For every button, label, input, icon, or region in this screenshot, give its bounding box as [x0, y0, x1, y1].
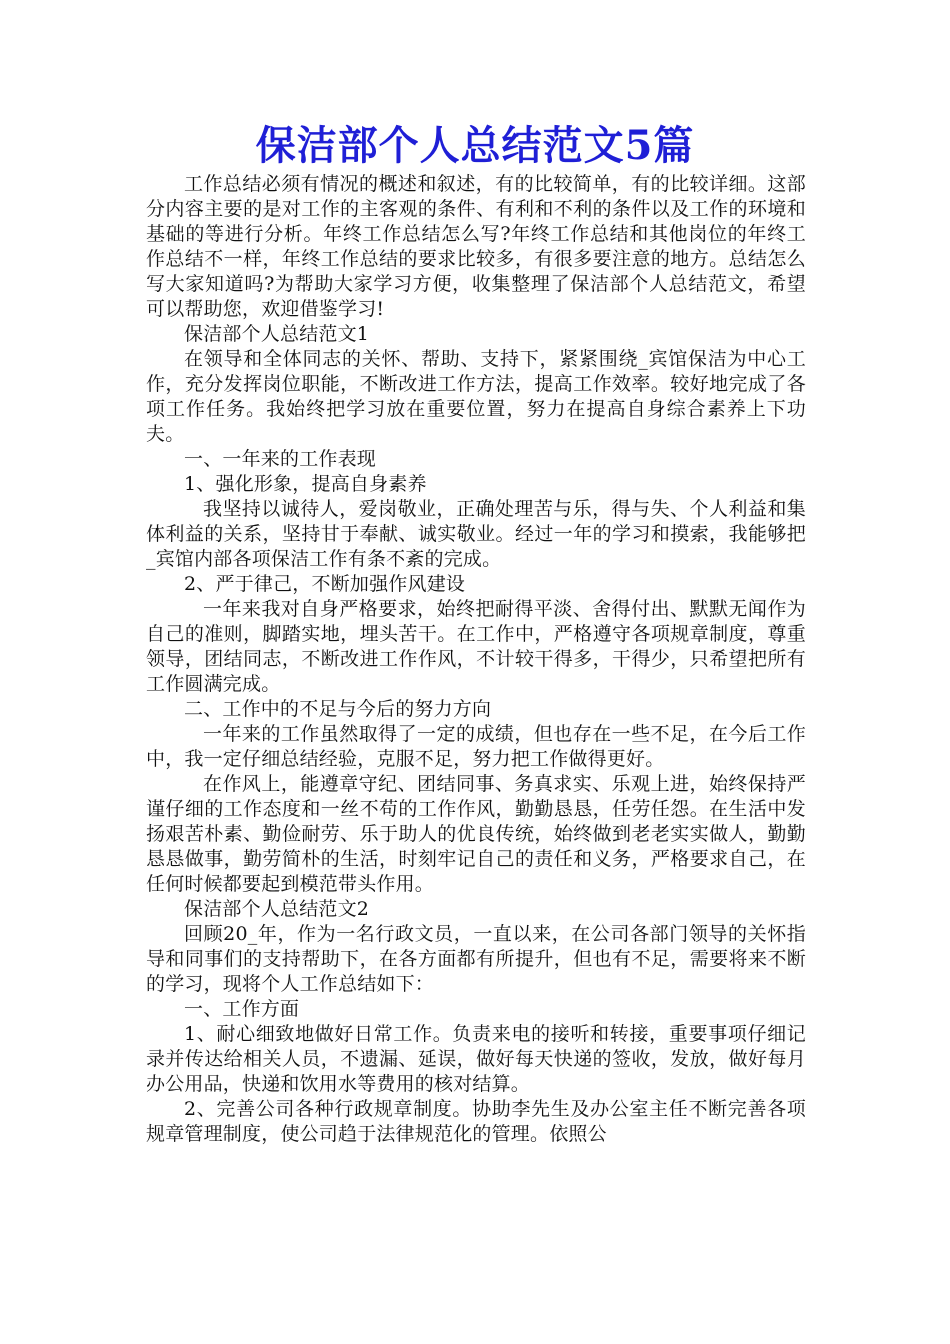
body-paragraph: 我坚持以诚待人，爱岗敬业，正确处理苦与乐，得与失、个人利益和集体利益的关系，坚持甘于奉献、诚实敬业。经过一年的学习和摸索，我能够把_宾馆内部各项保洁工作有条不紊的完成。 — [146, 498, 806, 570]
body-paragraph: 一年来的工作虽然取得了一定的成绩，但也存在一些不足，在今后工作中，我一定仔细总结经验，克服不足，努力把工作做得更好。 — [146, 723, 806, 770]
body-paragraph: 2、完善公司各种行政规章制度。协助李先生及办公室主任不断完善各项规章管理制度，使公司趋于法律规范化的管理。依照公 — [146, 1098, 806, 1145]
section-heading: 一、一年来的工作表现 — [184, 448, 377, 470]
body-paragraph: 1、耐心细致地做好日常工作。负责来电的接听和转接，重要事项仔细记录并传达给相关人员，不遗漏、延误，做好每天快递的签收，发放，做好每月办公用品，快递和饮用水等费用的核对结算。 — [146, 1023, 806, 1095]
document-body — [146, 172, 806, 1147]
section-heading: 保洁部个人总结范文2 — [184, 898, 370, 920]
subsection-heading: 2、严于律己，不断加强作风建设 — [184, 573, 466, 595]
body-paragraph: 在领导和全体同志的关怀、帮助、支持下，紧紧围绕_宾馆保洁为中心工作，充分发挥岗位职能，不断改进工作方法，提高工作效率。较好地完成了各项工作任务。我始终把学习放在重要位置，努力在提高自身综合素养上下功夫。 — [146, 348, 806, 445]
body-paragraph: 在作风上，能遵章守纪、团结同事、务真求实、乐观上进，始终保持严谨仔细的工作态度和一丝不苟的工作作风，勤勤恳恳，任劳任怨。在生活中发扬艰苦朴素、勤俭耐劳、乐于助人的优良传统，始终做到老老实实做人，勤勤恳恳做事，勤劳简朴的生活，时刻牢记自己的责任和义务，严格要求自己，在任何时候都要起到模范带头作用。 — [146, 773, 806, 895]
subsection-heading: 1、强化形象，提高自身素养 — [184, 473, 427, 495]
section-heading: 保洁部个人总结范文1 — [184, 323, 370, 345]
body-paragraph: 一年来我对自身严格要求，始终把耐得平淡、舍得付出、默默无闻作为自己的准则，脚踏实地，埋头苦干。在工作中，严格遵守各项规章制度，尊重领导，团结同志，不断改进工作作风，不计较干得多，干得少，只希望把所有工作圆满完成。 — [146, 598, 806, 695]
document-title: 保洁部个人总结范文5篇 — [255, 122, 695, 169]
body-paragraph: 回顾20_年，作为一名行政文员，一直以来，在公司各部门领导的关怀指导和同事们的支持帮助下，在各方面都有所提升，但也有不足，需要将来不断的学习，现将个人工作总结如下： — [146, 923, 806, 995]
section-heading: 二、工作中的不足与今后的努力方向 — [184, 698, 492, 720]
intro-paragraph: 工作总结必须有情况的概述和叙述，有的比较简单，有的比较详细。这部分内容主要的是对工作的主客观的条件、有利和不利的条件以及工作的环境和基础的等进行分析。年终工作总结怎么写?年终工作总结和其他岗位的年终工作总结不一样，年终工作总结的要求比较多，有很多要注意的地方。总结怎么写大家知道吗?为帮助大家学习方便，收集整理了保洁部个人总结范文，希望可以帮助您，欢迎借鉴学习! — [146, 173, 806, 320]
section-heading: 一、工作方面 — [184, 998, 300, 1020]
